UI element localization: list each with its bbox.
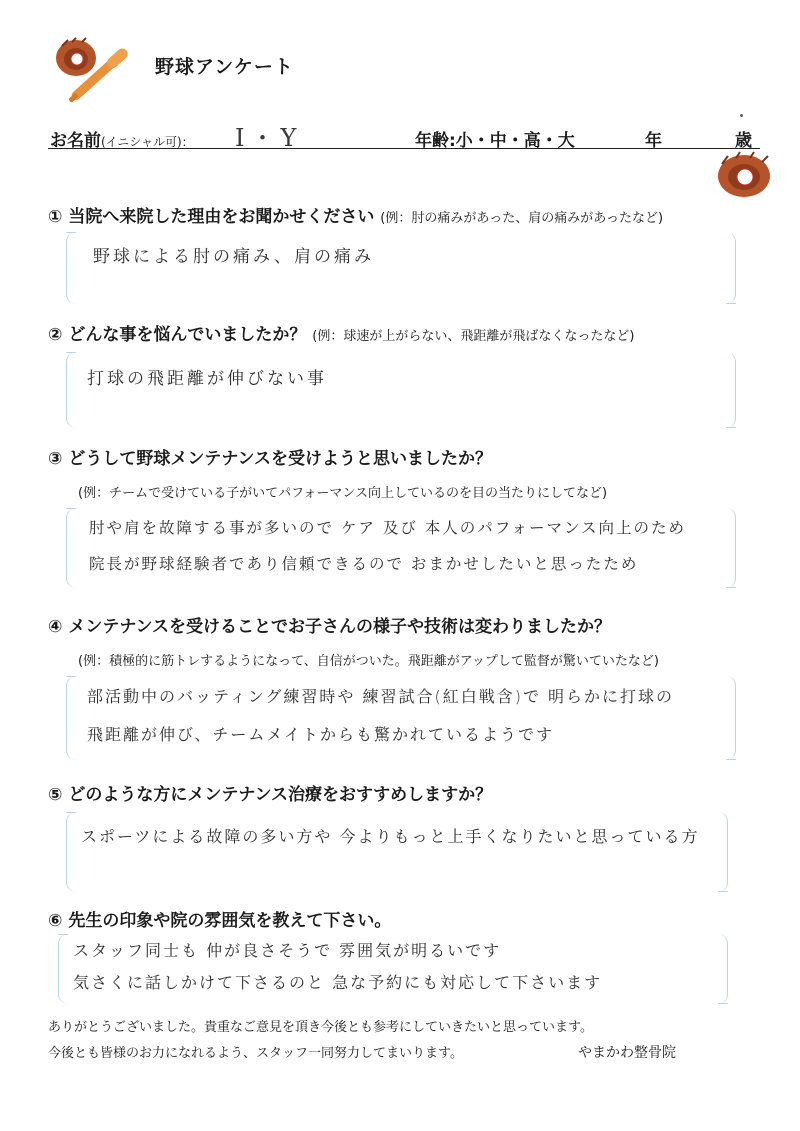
question-text: どのような方にメンテナンス治療をおすすめしますか？	[68, 785, 493, 805]
answer-line: 野球による肘の痛み、肩の痛み	[93, 247, 375, 267]
decorative-dot	[740, 114, 743, 117]
answer-line: 肘や肩を故障する事が多いので ケア 及び 本人のパフォーマンス向上のため	[89, 519, 687, 537]
footer-thanks: ありがとうございました。貴重なご意見を頂き今後とも参考にしていきたいと思っています。	[48, 1020, 593, 1035]
footer-message: 今後とも皆様のお力になれるよう、スタッフ一同努力してまいります。	[48, 1046, 463, 1061]
baseball-glove-icon	[714, 150, 774, 200]
answer-line: 気さくに話しかけて下さるのと 急な予約にも対応して下さいます	[73, 973, 603, 992]
name-label-text: お名前	[50, 131, 101, 151]
question-6	[48, 906, 391, 931]
question-number: ②	[48, 325, 63, 345]
question-number: ①	[48, 207, 63, 227]
name-underline	[48, 148, 760, 149]
question-text: 当院へ来院した理由をお聞かせください	[68, 207, 375, 227]
answer-box-6	[58, 934, 728, 1004]
answer-box-5	[66, 812, 728, 892]
question-text: メンテナンスを受けることでお子さんの様子や技術は変わりましたか？	[68, 617, 611, 637]
question-1	[48, 202, 663, 227]
question-example: (例：球速が上がらない、飛距離が飛ばなくなったなど)	[312, 329, 635, 344]
page-title: 野球アンケート	[155, 56, 294, 78]
answer-box-3	[66, 508, 736, 588]
answer-box-4	[66, 676, 736, 760]
question-3-example: (例：チームで受けている子がいてパフォーマンス向上しているのを目の当たりにしてなど)	[78, 486, 608, 501]
question-number: ⑥	[48, 911, 63, 931]
answer-line: 院長が野球経験者であり信頼できるので おまかせしたいと思ったため	[89, 555, 639, 573]
question-5	[48, 780, 492, 805]
age-label: 年齢:小・中・高・大	[415, 131, 575, 151]
question-text: どんな事を悩んでいましたか？	[68, 325, 307, 345]
answer-box-1	[66, 232, 736, 304]
question-3	[48, 444, 492, 469]
question-number: ③	[48, 449, 63, 469]
age-year-label: 年	[645, 131, 662, 151]
clinic-name: やまかわ整骨院	[578, 1045, 676, 1061]
age-suffix-label: 歳	[735, 131, 752, 151]
answer-line: 飛距離が伸び、チームメイトからも驚かれているようです	[87, 725, 555, 744]
answer-line: スタッフ同士も 仲が良さそうで 雰囲気が明るいです	[73, 941, 502, 960]
question-example: (例：肘の痛みがあった、肩の痛みがあったなど)	[380, 211, 664, 226]
answer-line: スポーツによる故障の多い方や 今よりもっと上手くなりたいと思っている方	[81, 827, 700, 846]
answer-line: 部活動中のバッティング練習時や 練習試合(紅白戦含)で 明らかに打球の	[87, 687, 675, 706]
question-2	[48, 320, 634, 345]
question-number: ④	[48, 617, 63, 637]
question-text: どうして野球メンテナンスを受けようと思いましたか？	[68, 449, 492, 469]
name-note: (イニシャル可)：	[101, 135, 194, 149]
question-number: ⑤	[48, 785, 63, 805]
question-4	[48, 612, 611, 637]
answer-line: 打球の飛距離が伸びない事	[87, 369, 327, 389]
name-value: I・Y	[235, 124, 303, 152]
answer-box-2	[66, 352, 736, 428]
question-text: 先生の印象や院の雰囲気を教えて下さい。	[68, 911, 392, 931]
question-4-example: (例：積極的に筋トレするようになって、自信がついた。飛距離がアップして監督が驚いていたなど)	[78, 654, 659, 669]
baseball-glove-bat-icon	[52, 36, 142, 108]
